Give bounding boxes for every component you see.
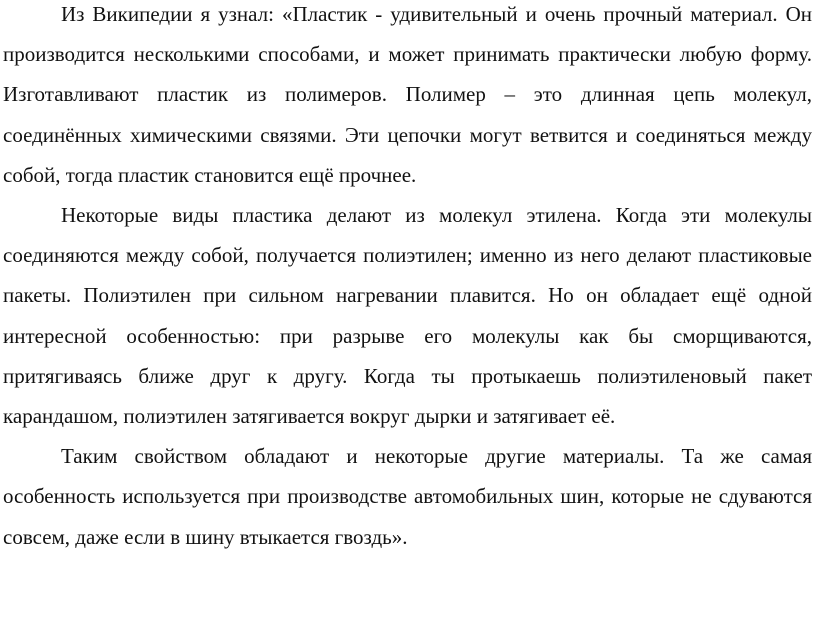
paragraph-2: Некоторые виды пластика делают из молекул этилена. Когда эти молекулы соединяются между собой, получается полиэтилен; именно из него делают пластиковые пакеты. Полиэтилен при сильном нагревании плавится. Но он обладает ещё одной интересной особенностью: при разрыве его молекулы как бы сморщиваются, притягиваясь ближе друг к другу. Когда ты протыкаешь полиэтиленовый пакет карандашом, полиэтилен затягивается вокруг дырки и затягивает её. bbox=[3, 203, 812, 429]
paragraph-3: Таким свойством обладают и некоторые другие материалы. Та же самая особенность используется при производстве автомобильных шин, которые не сдуваются совсем, даже если в шину втыкается гвоздь». bbox=[3, 444, 812, 549]
paragraph-1: Из Википедии я узнал: «Пластик - удивительный и очень прочный материал. Он производится несколькими способами, и может принимать практически любую форму. Изготавливают пластик из полимеров. Полимер – это длинная цепь молекул, соединённых химическими связями. Эти цепочки могут ветвится и соединяться между собой, тогда пластик становится ещё прочнее. bbox=[3, 2, 812, 187]
